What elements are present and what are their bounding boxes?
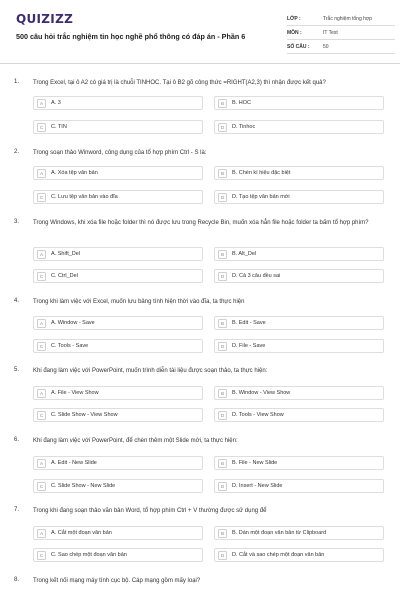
option-text: D. Tools - View Show [232, 412, 284, 418]
option-d[interactable] [214, 120, 384, 134]
option-text: D. Cắt và sao chép một đoạn văn bản [232, 552, 325, 558]
option-letter: D [218, 482, 227, 491]
option-letter: D [218, 123, 227, 132]
option-text: A. 3 [51, 100, 61, 106]
option-text: B. Window - View Show [232, 390, 291, 396]
question-number: 5. [14, 367, 20, 373]
option-text: D. Cả 3 câu đều sai [232, 273, 281, 279]
quizizz-logo: QUIZIZZ [16, 12, 74, 26]
meta-label: LỚP : [287, 15, 301, 22]
question-number: 3. [14, 219, 20, 225]
option-c[interactable] [33, 190, 203, 204]
option-c[interactable] [33, 548, 203, 562]
question-text: Khi đang làm việc với PowerPoint, muốn trình diễn tài liệu được soạn thảo, ta thực hiện: [33, 368, 268, 374]
question-number: 8. [14, 577, 20, 583]
option-letter: C [37, 342, 46, 351]
option-text: C. Ctrl_Del [51, 273, 78, 279]
option-letter: C [37, 482, 46, 491]
option-letter: B [218, 529, 227, 538]
option-a[interactable] [33, 386, 203, 400]
question-text: Khi đang làm việc với PowerPoint, để chèn thêm một Slide mới, ta thực hiện: [33, 438, 238, 444]
option-c[interactable] [33, 120, 203, 134]
option-a[interactable] [33, 456, 203, 470]
header-divider [0, 63, 400, 64]
option-b[interactable] [214, 526, 384, 540]
option-letter: C [37, 551, 46, 560]
option-text: B. File - New Slide [232, 460, 278, 466]
option-text: D. Tạo tệp văn bản mới [232, 194, 290, 200]
option-letter: B [218, 319, 227, 328]
option-letter: D [218, 342, 227, 351]
option-letter: D [218, 411, 227, 420]
question-text: Trong kết nối mạng máy tính cục bộ. Cáp mạng gồm mấy loại? [33, 578, 201, 584]
question-number: 4. [14, 298, 20, 304]
meta-value: Trắc nghiệm tổng hợp [323, 15, 372, 22]
option-letter: B [218, 250, 227, 259]
option-text: A. Edit - New Slide [51, 460, 97, 466]
option-d[interactable] [214, 190, 384, 204]
option-text: A. Window - Save [51, 320, 95, 326]
option-b[interactable] [214, 456, 384, 470]
option-d[interactable] [214, 548, 384, 562]
meta-row-count [287, 40, 395, 54]
question-text: Trong khi làm việc với Excel, muốn lưu bảng tính hiện thời vào đĩa, ta thực hiện [33, 299, 245, 305]
option-letter: B [218, 459, 227, 468]
meta-value: IT Test [323, 29, 338, 36]
option-letter: A [37, 99, 46, 108]
option-letter: B [218, 389, 227, 398]
option-b[interactable] [214, 166, 384, 180]
meta-info [287, 12, 395, 54]
meta-row-class [287, 12, 395, 26]
option-a[interactable] [33, 247, 203, 261]
document-title: 500 câu hỏi trắc nghiệm tin học nghề phổ thông có đáp án - Phần 6 [16, 32, 246, 41]
option-a[interactable] [33, 166, 203, 180]
option-letter: A [37, 169, 46, 178]
option-text: C. TIN [51, 124, 67, 130]
option-letter: D [218, 193, 227, 202]
option-letter: C [37, 272, 46, 281]
option-d[interactable] [214, 479, 384, 493]
option-letter: A [37, 459, 46, 468]
option-d[interactable] [214, 339, 384, 353]
question-number: 6. [14, 437, 20, 443]
option-text: C. Slide Show - View Show [51, 412, 118, 418]
option-a[interactable] [33, 316, 203, 330]
option-text: D. File - Save [232, 343, 266, 349]
meta-value: 50 [323, 43, 329, 50]
option-a[interactable] [33, 526, 203, 540]
option-text: A. Shift_Del [51, 251, 81, 257]
option-d[interactable] [214, 269, 384, 283]
option-letter: D [218, 272, 227, 281]
option-text: C. Tools - Save [51, 343, 89, 349]
question-number: 1. [14, 79, 20, 85]
option-c[interactable] [33, 269, 203, 283]
option-text: B. Edit - Save [232, 320, 266, 326]
option-b[interactable] [214, 247, 384, 261]
option-text: A. Xóa tệp văn bản [51, 170, 98, 176]
option-letter: C [37, 193, 46, 202]
option-c[interactable] [33, 479, 203, 493]
option-letter: B [218, 99, 227, 108]
option-text: C. Sao chép một đoạn văn bản [51, 552, 127, 558]
option-c[interactable] [33, 408, 203, 422]
option-b[interactable] [214, 316, 384, 330]
option-text: A. Cắt một đoạn văn bản [51, 530, 112, 536]
option-text: C. Lưu tệp văn bản vào đĩa [51, 194, 118, 200]
option-text: A. File - View Show [51, 390, 99, 396]
meta-label: SỐ CÂU : [287, 43, 310, 50]
question-text: Trong soạn thảo Winword, công dụng của tổ hợp phím Ctrl - S là: [33, 150, 207, 156]
option-letter: A [37, 319, 46, 328]
option-c[interactable] [33, 339, 203, 353]
option-text: B. Alt_Del [232, 251, 257, 257]
option-letter: C [37, 123, 46, 132]
option-letter: A [37, 389, 46, 398]
option-text: D. Tinhoc [232, 124, 256, 130]
option-text: C. Slide Show - New Slide [51, 483, 116, 489]
question-number: 7. [14, 507, 20, 513]
option-b[interactable] [214, 96, 384, 110]
question-text: Trong Windows, khi xóa file hoặc folder thì nó được lưu trong Recycle Bin, muốn xóa hẳn file hoặc folder ta bấm tổ hợp phím? [33, 220, 369, 226]
option-letter: A [37, 250, 46, 259]
option-b[interactable] [214, 386, 384, 400]
option-letter: B [218, 169, 227, 178]
option-text: B. Chèn kí hiệu đặc biệt [232, 170, 291, 176]
question-text: Trong khi đang soạn thảo văn bản Word, tổ hợp phím Ctrl + V thường được sử dụng để [33, 508, 267, 514]
question-text: Trong Excel, tại ô A2 có giá trị là chuỗi TINHOC. Tại ô B2 gõ công thức =RIGHT(A2,3) thì nhận được kết quả? [33, 80, 326, 86]
option-a[interactable] [33, 96, 203, 110]
option-text: D. Insert - New Slide [232, 483, 283, 489]
option-letter: D [218, 551, 227, 560]
question-number: 2. [14, 149, 20, 155]
meta-label: MÔN : [287, 29, 302, 36]
option-letter: C [37, 411, 46, 420]
option-text: B. Dán một đoạn văn bản từ Clipboard [232, 530, 327, 536]
document-header [0, 0, 400, 62]
option-text: B. HOC [232, 100, 251, 106]
meta-row-subject [287, 26, 395, 40]
option-d[interactable] [214, 408, 384, 422]
option-letter: A [37, 529, 46, 538]
